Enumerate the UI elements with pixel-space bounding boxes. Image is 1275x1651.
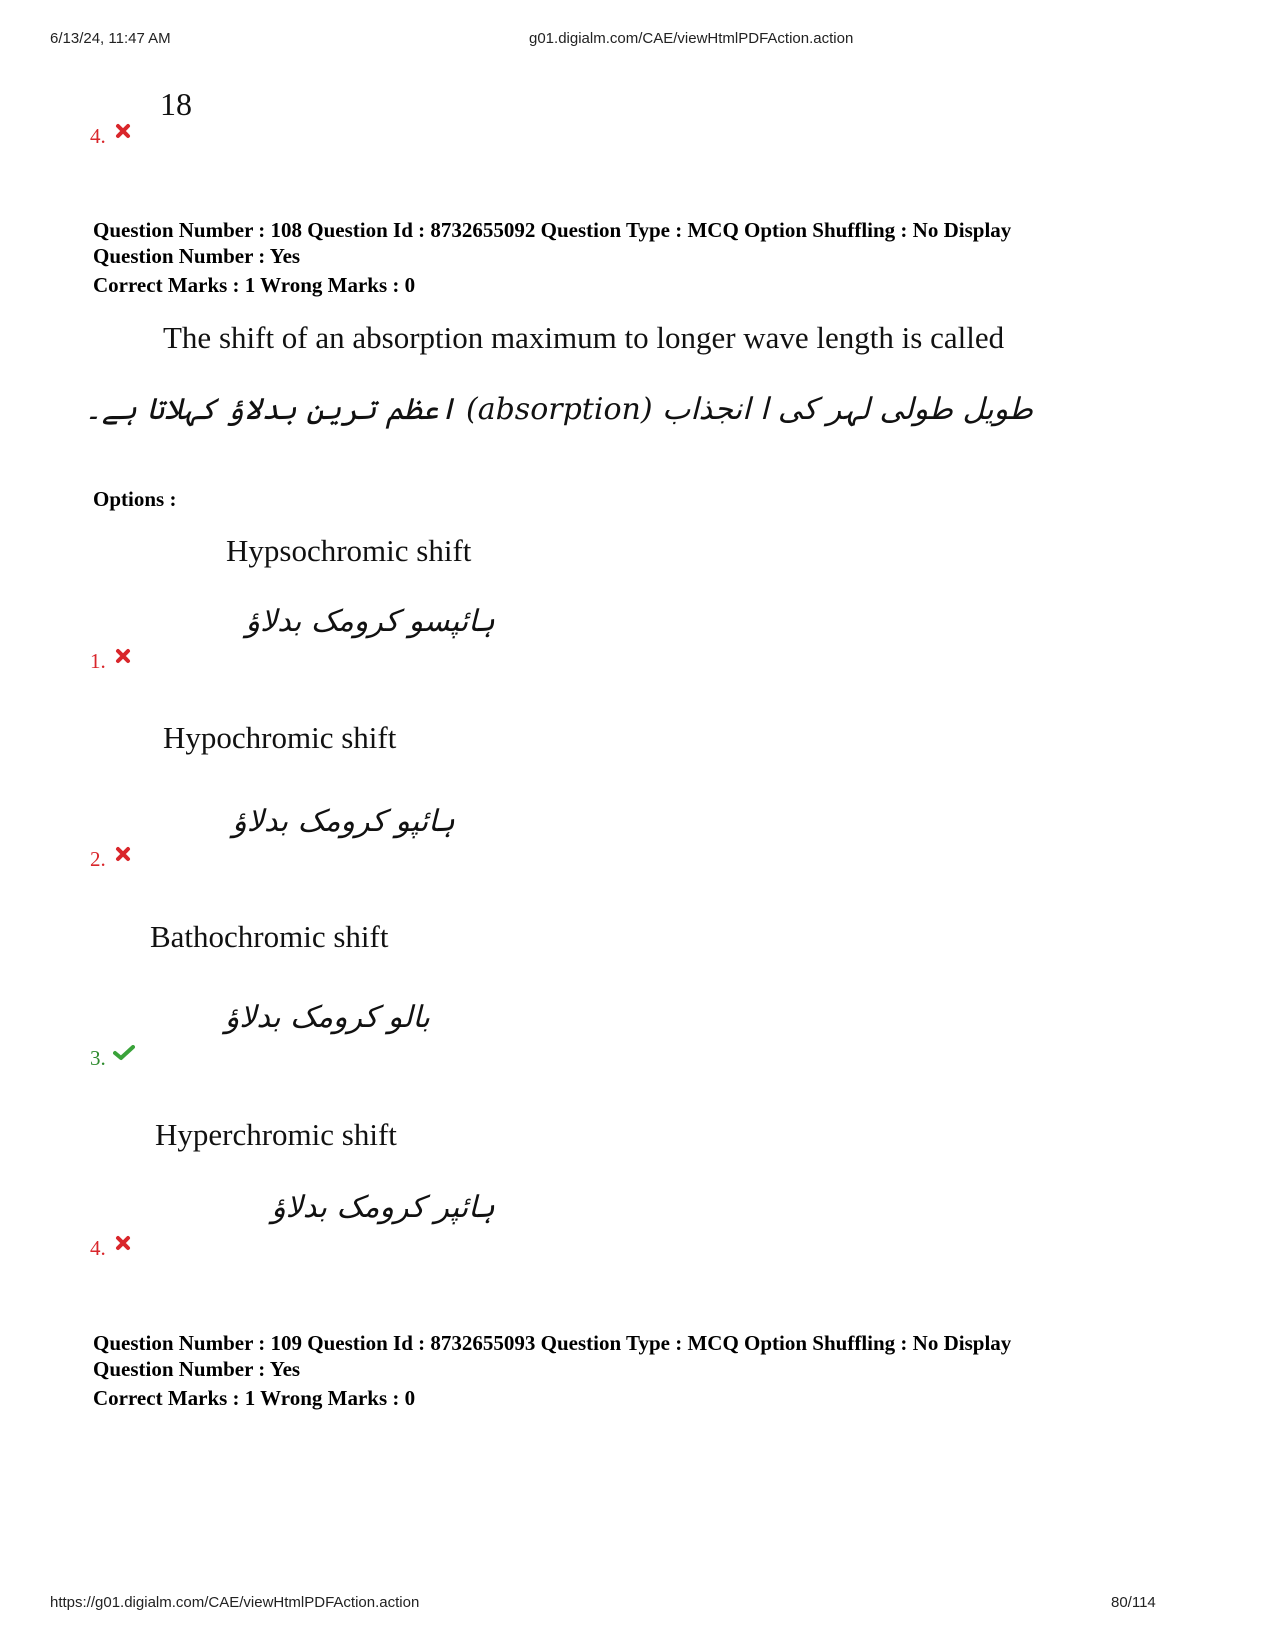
- wrong-cross-icon: [115, 648, 131, 664]
- question-109-meta-line2: Question Number : Yes: [93, 1357, 301, 1381]
- question-109-marks: Correct Marks : 1 Wrong Marks : 0: [93, 1386, 416, 1410]
- option-2-number: 2.: [90, 847, 106, 871]
- question-108-english-text: The shift of an absorption maximum to longer wave length is called: [163, 320, 1005, 355]
- footer-url: https://g01.digialm.com/CAE/viewHtmlPDFAction.action: [50, 1594, 420, 1611]
- option-3-urdu: بالو کرومک بدلاؤ: [224, 1000, 430, 1035]
- wrong-cross-icon: [115, 846, 131, 862]
- prev-option-4-text: 18: [160, 86, 192, 122]
- option-1-english: Hypsochromic shift: [226, 533, 472, 568]
- option-2-english: Hypochromic shift: [163, 720, 397, 755]
- question-108-meta-line1: Question Number : 108 Question Id : 8732655092 Question Type : MCQ Option Shuffling : No Display: [93, 218, 1012, 242]
- print-url: g01.digialm.com/CAE/viewHtmlPDFAction.action: [529, 30, 854, 47]
- option-4-number: 4.: [90, 1236, 106, 1260]
- question-109-meta-line1: Question Number : 109 Question Id : 8732655093 Question Type : MCQ Option Shuffling : No Display: [93, 1331, 1012, 1355]
- option-4-english: Hyperchromic shift: [155, 1117, 397, 1152]
- wrong-cross-icon: [115, 123, 131, 139]
- prev-option-4-number: 4.: [90, 124, 106, 148]
- question-108-meta: [93, 217, 1011, 269]
- page-number: 80/114: [1111, 1594, 1156, 1611]
- option-2-urdu: ہائپو کرومک بدلاؤ: [232, 804, 455, 839]
- print-datetime: 6/13/24, 11:47 AM: [50, 30, 171, 47]
- option-1-number: 1.: [90, 649, 106, 673]
- options-label: Options :: [93, 487, 177, 511]
- question-108-meta-line2: Question Number : Yes: [93, 244, 301, 268]
- correct-check-icon: [113, 1045, 135, 1061]
- question-109-meta: [93, 1330, 1011, 1382]
- wrong-cross-icon: [115, 1235, 131, 1251]
- question-108-urdu-text: طویل طولی لہر کی ا انجذاب (absorption) اعظم ترین بدلاؤ کہلاتا ہے۔: [84, 392, 1033, 427]
- option-1-urdu: ہائپسو کرومک بدلاؤ: [245, 604, 495, 639]
- option-4-urdu: ہائپر کرومک بدلاؤ: [271, 1190, 495, 1225]
- option-3-number: 3.: [90, 1046, 106, 1070]
- option-3-english: Bathochromic shift: [150, 919, 389, 954]
- question-108-marks: Correct Marks : 1 Wrong Marks : 0: [93, 273, 416, 297]
